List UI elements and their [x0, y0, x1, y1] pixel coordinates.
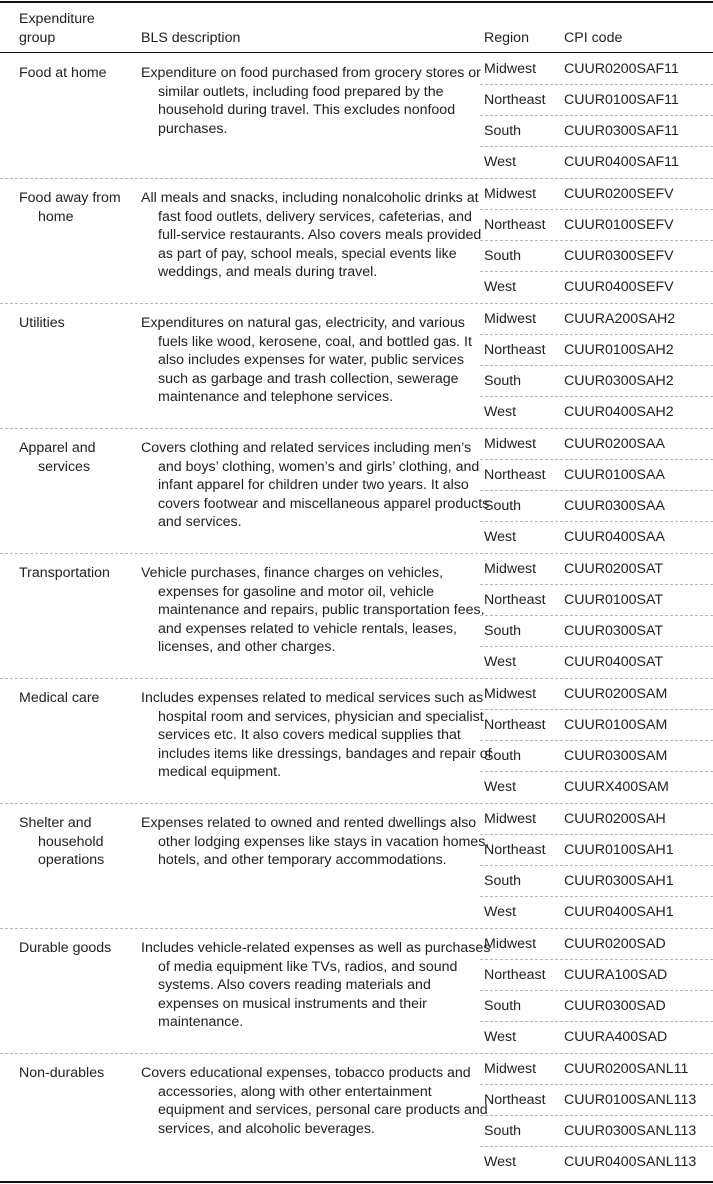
- region-cell: Northeast: [484, 467, 546, 483]
- region-row: [480, 772, 713, 803]
- region-row: [480, 1085, 713, 1116]
- region-cell: Midwest: [484, 936, 537, 952]
- bls-description: Covers educational expenses, tobacco products and accessories, along with other entertainment equipment and services, personal care products and services, and alcoholic beverages.: [141, 1065, 488, 1137]
- region-cell: Midwest: [484, 311, 537, 327]
- region-cell: South: [484, 623, 522, 639]
- region-cell: Northeast: [484, 717, 546, 733]
- cpi-code-cell: CUURA200SAH2: [564, 311, 676, 327]
- region-row: [480, 960, 713, 991]
- top-rule: [0, 1, 713, 3]
- region-row: [480, 210, 713, 241]
- region-cell: Midwest: [484, 61, 537, 77]
- region-row: [480, 710, 713, 741]
- table-row: [0, 304, 713, 429]
- region-cell: Midwest: [484, 436, 537, 452]
- region-cell: South: [484, 123, 522, 139]
- table-row: [0, 554, 713, 679]
- cpi-code-cell: CUUR0300SAF11: [564, 123, 679, 139]
- expenditure-group-name: Transportation: [19, 565, 110, 581]
- cpi-code-cell: CUUR0200SAH: [564, 811, 666, 827]
- region-cell: South: [484, 998, 522, 1014]
- region-cell: West: [484, 154, 517, 170]
- cpi-code-cell: CUUR0100SAT: [564, 592, 664, 608]
- region-row: [480, 460, 713, 491]
- bls-description: Covers clothing and related services including men’s and boys’ clothing, women’s and girls’ clothing, and infant apparel for children under two years. It also covers footwear and miscellaneous apparel products and services.: [141, 440, 490, 531]
- header-cpi-code: CPI code: [564, 30, 623, 46]
- table-row: [0, 1054, 713, 1179]
- expenditure-group-name: Apparel and services: [19, 440, 96, 475]
- region-row: [480, 54, 713, 85]
- region-cell: West: [484, 404, 517, 420]
- expenditure-group-name: Non-durables: [19, 1065, 105, 1081]
- region-row: [480, 1022, 713, 1053]
- cpi-code-cell: CUUR0200SAT: [564, 561, 664, 577]
- cpi-code-cell: CUUR0400SEFV: [564, 279, 674, 295]
- region-cell: West: [484, 1029, 517, 1045]
- bls-description: Expenditure on food purchased from grocery stores or similar outlets, including food prepared by the household during travel. This excludes nonfood purchases.: [141, 65, 481, 137]
- bls-description: Includes expenses related to medical services such as hospital room and services, physician and specialist services etc. It also covers medical supplies that includes items like dressings, bandages and repair of medical equipment.: [141, 690, 492, 781]
- cpi-code-cell: CUUR0300SAH1: [564, 873, 674, 889]
- cpi-code-cell: CUUR0100SAH1: [564, 842, 674, 858]
- cpi-code-cell: CUUR0200SAM: [564, 686, 668, 702]
- region-row: [480, 522, 713, 553]
- region-cell: Northeast: [484, 592, 546, 608]
- region-cell: Midwest: [484, 811, 537, 827]
- bls-description: Includes vehicle-related expenses as well as purchases of media equipment like TVs, radios, and sound systems. Also covers reading materials and expenses on musical instruments and their maintenance.: [141, 940, 491, 1031]
- region-row: [480, 397, 713, 428]
- region-row: [480, 1054, 713, 1085]
- region-cell: Midwest: [484, 1061, 537, 1077]
- expenditure-group-name: Durable goods: [19, 940, 112, 956]
- region-cell: South: [484, 873, 522, 889]
- region-cell: Northeast: [484, 842, 546, 858]
- cpi-code-cell: CUUR0300SAA: [564, 498, 665, 514]
- region-row: [480, 335, 713, 366]
- cpi-code-cell: CUUR0300SEFV: [564, 248, 674, 264]
- region-row: [480, 366, 713, 397]
- cpi-code-cell: CUUR0100SAH2: [564, 342, 674, 358]
- region-cell: West: [484, 654, 517, 670]
- region-row: [480, 991, 713, 1022]
- cpi-code-cell: CUUR0300SAT: [564, 623, 664, 639]
- cpi-code-cell: CUUR0400SAH1: [564, 904, 674, 920]
- region-row: [480, 929, 713, 960]
- cpi-code-cell: CUUR0100SEFV: [564, 217, 674, 233]
- cpi-code-cell: CUUR0200SAF11: [564, 61, 679, 77]
- region-cell: South: [484, 748, 522, 764]
- region-cell: West: [484, 904, 517, 920]
- cpi-code-cell: CUUR0200SAD: [564, 936, 666, 952]
- expenditure-group-name: Medical care: [19, 690, 100, 706]
- header-group-line2: group: [19, 29, 56, 46]
- region-cell: Midwest: [484, 686, 537, 702]
- region-row: [480, 741, 713, 772]
- table-row: [0, 179, 713, 304]
- bottom-rule: [0, 1181, 713, 1183]
- region-cell: West: [484, 779, 517, 795]
- cpi-code-cell: CUUR0100SAF11: [564, 92, 679, 108]
- region-row: [480, 616, 713, 647]
- cpi-code-cell: CUURX400SAM: [564, 779, 669, 795]
- header-rule: [0, 52, 713, 53]
- table-row: [0, 804, 713, 929]
- cpi-code-cell: CUUR0200SAA: [564, 436, 665, 452]
- region-row: [480, 304, 713, 335]
- region-cell: Northeast: [484, 217, 546, 233]
- region-row: [480, 866, 713, 897]
- cpi-code-cell: CUUR0100SAM: [564, 717, 668, 733]
- bls-description: Expenditures on natural gas, electricity, and various fuels like wood, kerosene, coal, and bottled gas. It also includes expenses for water, public services such as garbage and trash collection, sewerage maintenance and telephone services.: [141, 315, 472, 406]
- region-row: [480, 116, 713, 147]
- cpi-code-cell: CUUR0200SEFV: [564, 186, 674, 202]
- region-row: [480, 85, 713, 116]
- region-row: [480, 491, 713, 522]
- table-row: [0, 54, 713, 179]
- expenditure-group-name: Utilities: [19, 315, 65, 331]
- bls-description: Expenses related to owned and rented dwellings also other lodging expenses like stays in vacation homes, hotels, and other temporary accommodations.: [141, 815, 490, 869]
- region-row: [480, 647, 713, 678]
- region-row: [480, 1147, 713, 1178]
- region-row: [480, 679, 713, 710]
- region-cell: Northeast: [484, 92, 546, 108]
- cpi-code-cell: CUUR0200SANL11: [564, 1061, 689, 1077]
- region-cell: South: [484, 498, 522, 514]
- table-row: [0, 679, 713, 804]
- cpi-code-cell: CUURA100SAD: [564, 967, 668, 983]
- cpi-code-cell: CUUR0400SAH2: [564, 404, 674, 420]
- cpi-code-cell: CUUR0300SAD: [564, 998, 666, 1014]
- cpi-code-cell: CUUR0400SANL113: [564, 1154, 697, 1170]
- region-cell: Midwest: [484, 186, 537, 202]
- region-row: [480, 554, 713, 585]
- cpi-code-cell: CUURA400SAD: [564, 1029, 668, 1045]
- region-row: [480, 179, 713, 210]
- region-row: [480, 585, 713, 616]
- region-row: [480, 1116, 713, 1147]
- region-row: [480, 804, 713, 835]
- cpi-code-cell: CUUR0300SAM: [564, 748, 668, 764]
- region-cell: South: [484, 373, 522, 389]
- expenditure-group-name: Food away from home: [19, 190, 121, 225]
- region-row: [480, 897, 713, 928]
- cpi-code-cell: CUUR0400SAT: [564, 654, 664, 670]
- region-cell: South: [484, 248, 522, 264]
- bls-description: All meals and snacks, including nonalcoholic drinks at fast food outlets, delivery services, cafeterias, and full-service restaurants. Also covers meals provided as part of pay, school meals, special events like weddings, and meals during travel.: [141, 190, 482, 281]
- header-group: [19, 10, 129, 47]
- region-cell: West: [484, 1154, 517, 1170]
- table-row: [0, 929, 713, 1054]
- expenditure-group-name: Food at home: [19, 65, 107, 81]
- region-cell: Midwest: [484, 561, 537, 577]
- region-cell: West: [484, 529, 517, 545]
- header-region: Region: [484, 30, 529, 46]
- cpi-code-cell: CUUR0100SAA: [564, 467, 665, 483]
- expenditure-group-name: Shelter and household operations: [19, 815, 105, 869]
- cpi-code-cell: CUUR0300SANL113: [564, 1123, 697, 1139]
- region-cell: Northeast: [484, 967, 546, 983]
- header-group-line1: Expenditure: [19, 11, 95, 27]
- cpi-code-cell: CUUR0400SAA: [564, 529, 665, 545]
- region-row: [480, 429, 713, 460]
- region-row: [480, 835, 713, 866]
- region-cell: Northeast: [484, 342, 546, 358]
- region-cell: Northeast: [484, 1092, 546, 1108]
- region-cell: South: [484, 1123, 522, 1139]
- cpi-code-cell: CUUR0400SAF11: [564, 154, 679, 170]
- table-row: [0, 429, 713, 554]
- region-row: [480, 272, 713, 303]
- bls-description: Vehicle purchases, finance charges on vehicles, expenses for gasoline and motor oil, vehicle maintenance and repairs, public transportation fees, and expenses related to vehicle rentals, leases, licenses, and other charges.: [141, 565, 485, 656]
- header-description: BLS description: [141, 30, 241, 46]
- cpi-code-cell: CUUR0100SANL113: [564, 1092, 697, 1108]
- region-cell: West: [484, 279, 517, 295]
- region-row: [480, 241, 713, 272]
- region-row: [480, 147, 713, 178]
- cpi-code-cell: CUUR0300SAH2: [564, 373, 674, 389]
